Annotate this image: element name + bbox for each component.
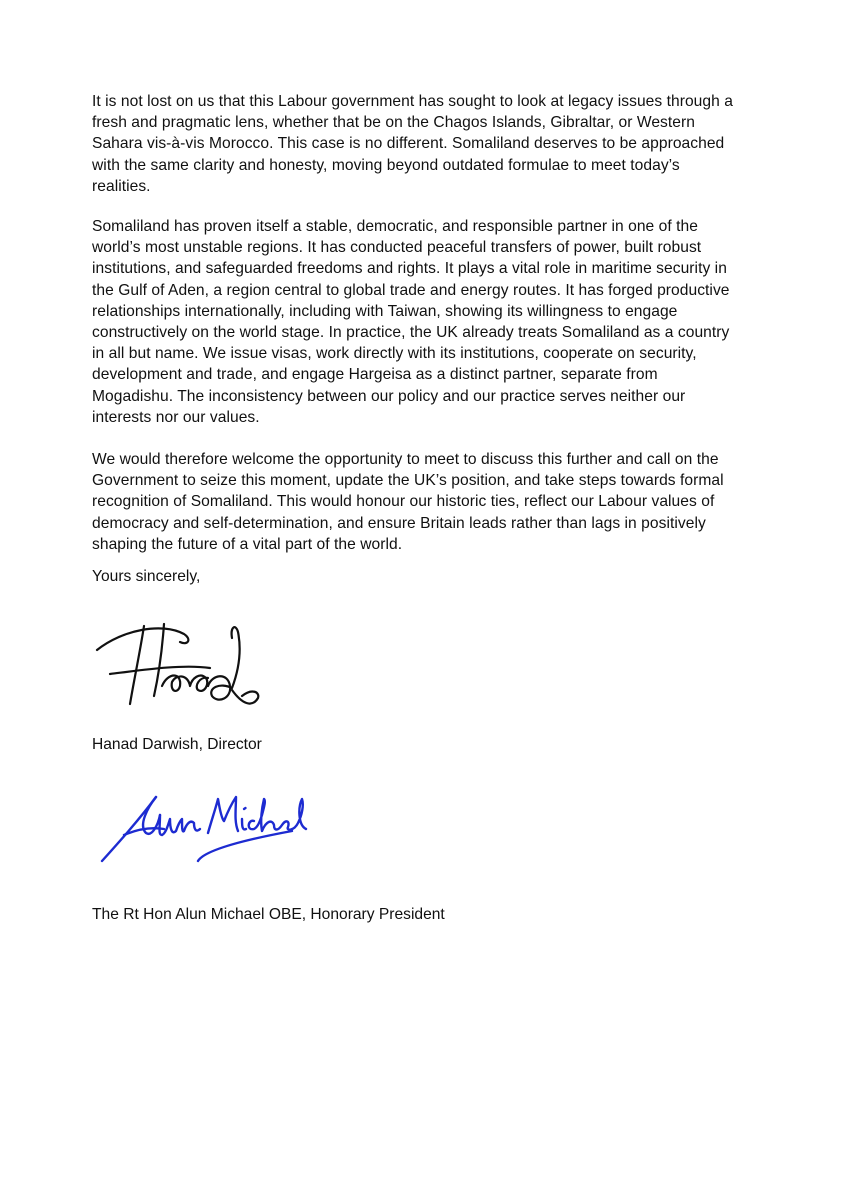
text-line: the Gulf of Aden, a region central to global trade and energy routes. It has forged productive [92, 281, 730, 299]
body-paragraph-2 [92, 216, 760, 428]
text-line: in all but name. We issue visas, work directly with its institutions, cooperate on security, [92, 345, 697, 363]
text-line: Government to seize this moment, update the UK’s position, and take steps towards formal [92, 472, 724, 490]
text-line: institutions, and safeguarded freedoms and rights. It plays a vital role in maritime security in [92, 260, 727, 278]
signature-alun-michael [98, 785, 313, 867]
text-line: recognition of Somaliland. This would honour our historic ties, reflect our Labour values of [92, 493, 715, 511]
text-line: Sahara vis-à-vis Morocco. This case is no different. Somaliland deserves to be approached [92, 135, 725, 153]
text-line: relationships internationally, including with Taiwan, showing its willingness to engage [92, 302, 678, 320]
text-line: We would therefore welcome the opportunity to meet to discuss this further and call on the [92, 451, 719, 468]
body-paragraph-1 [92, 91, 760, 197]
text-line: with the same clarity and honesty, moving beyond outdated formulae to meet today’s [92, 156, 680, 174]
closing-salutation: Yours sincerely, [92, 568, 201, 585]
text-line: shaping the future of a vital part of the world. [92, 535, 403, 553]
signatory-name-2: The Rt Hon Alun Michael OBE, Honorary President [92, 906, 445, 923]
signature-hanad-darwish [92, 612, 262, 712]
text-line: constructively on the world stage. In practice, the UK already treats Somaliland as a country [92, 324, 730, 342]
body-paragraph-3 [92, 449, 760, 555]
text-line: development and trade, and engage Hargeisa as a distinct partner, separate from [92, 366, 658, 384]
text-line: fresh and pragmatic lens, whether that be on the Chagos Islands, Gibraltar, or Western [92, 114, 695, 132]
text-line: realities. [92, 177, 151, 195]
text-line: world’s most unstable regions. It has conducted peaceful transfers of power, built robust [92, 239, 702, 257]
signatory-name-1: Hanad Darwish, Director [92, 736, 262, 753]
text-line: It is not lost on us that this Labour government has sought to look at legacy issues through a [92, 93, 733, 110]
text-line: interests nor our values. [92, 408, 260, 426]
text-line: Somaliland has proven itself a stable, democratic, and responsible partner in one of the [92, 218, 698, 235]
text-line: democracy and self-determination, and ensure Britain leads rather than lags in positively [92, 514, 706, 532]
text-line: Mogadishu. The inconsistency between our policy and our practice serves neither our [92, 387, 686, 405]
